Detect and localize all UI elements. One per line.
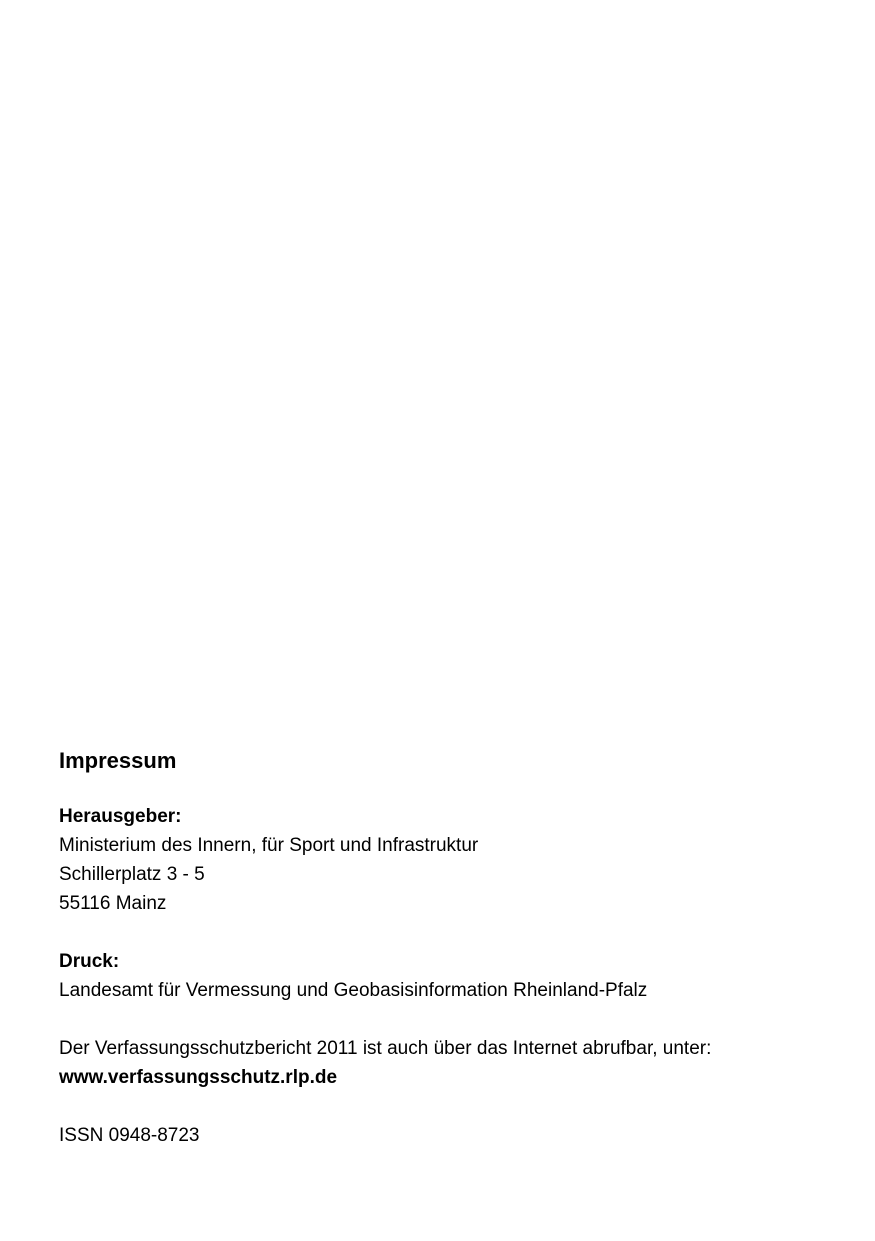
print-section [59, 947, 759, 1005]
publisher-section [59, 802, 759, 918]
imprint-title: Impressum [59, 748, 177, 773]
print-label: Druck: [59, 951, 120, 972]
publisher-city: 55116 Mainz [59, 893, 167, 914]
internet-section [59, 1034, 759, 1092]
printer-name: Landesamt für Vermessung und Geobasisinformation Rheinland-Pfalz [59, 980, 648, 1001]
publisher-name: Ministerium des Innern, für Sport und Infrastruktur [59, 835, 479, 856]
publisher-street: Schillerplatz 3 - 5 [59, 864, 205, 885]
publisher-label: Herausgeber: [59, 806, 182, 827]
internet-availability-text: Der Verfassungsschutzbericht 2011 ist auch über das Internet abrufbar, unter: [59, 1038, 712, 1059]
website-link[interactable]: www.verfassungsschutz.rlp.de [59, 1067, 338, 1088]
issn-number: ISSN 0948-8723 [59, 1125, 200, 1146]
issn-section [59, 1121, 759, 1150]
imprint-block [59, 744, 759, 1179]
